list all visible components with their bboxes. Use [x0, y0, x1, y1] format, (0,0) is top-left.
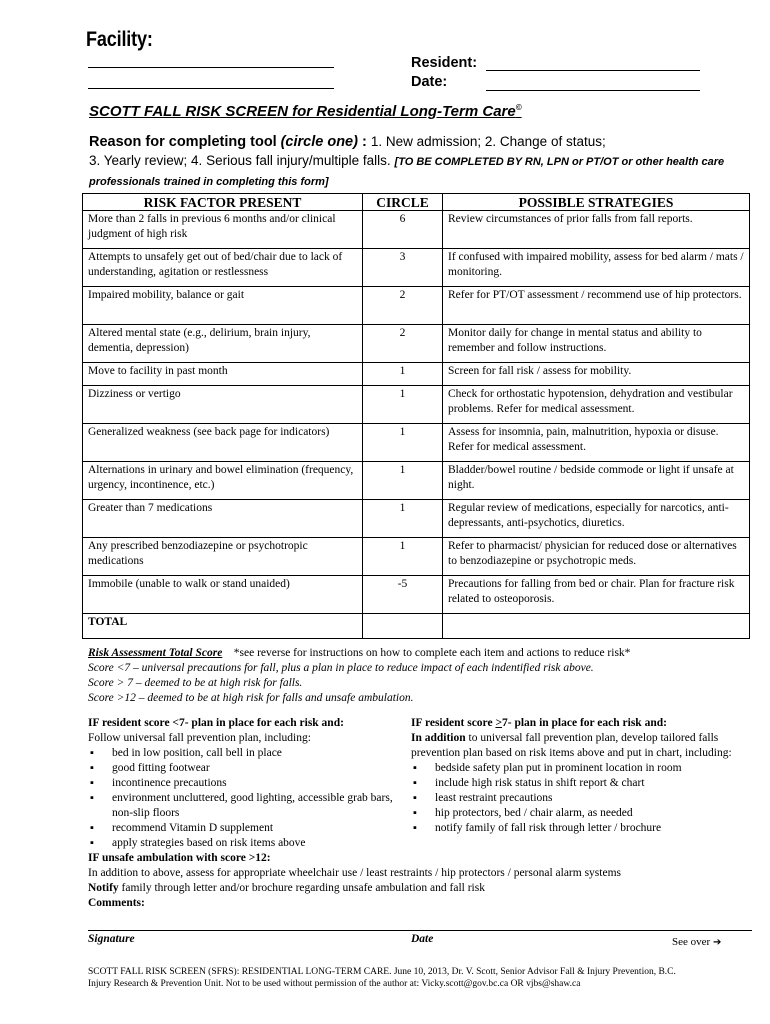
assessment-heading-line — [88, 646, 630, 661]
high-risk-intro — [411, 731, 756, 761]
risk-score[interactable]: 1 — [363, 386, 443, 424]
list-item: ▪ incontinence precautions — [112, 776, 400, 791]
low-risk-list — [88, 746, 400, 851]
risk-strategy: Refer to pharmacist/ physician for reduced dose or alternatives to benzodiazepine or psychotropic meds. — [443, 538, 750, 576]
total-score-cell[interactable] — [363, 614, 443, 639]
risk-factor: Move to facility in past month — [83, 363, 363, 386]
form-title — [89, 103, 522, 120]
see-over-text: See over — [672, 936, 711, 948]
copyright-mark: © — [515, 103, 522, 112]
table-row — [83, 363, 750, 386]
risk-strategy: Refer for PT/OT assessment / recommend use of hip protectors. — [443, 287, 750, 325]
list-item: ▪ good fitting footwear — [112, 761, 400, 776]
notify-bold: Notify — [88, 882, 119, 894]
low-risk-heading: IF resident score <7- plan in place for each risk and: — [88, 717, 344, 729]
risk-score[interactable]: 2 — [363, 325, 443, 363]
table-row — [83, 386, 750, 424]
facility-line-1[interactable] — [88, 67, 334, 68]
risk-factor: Altered mental state (e.g., delirium, brain injury, dementia, depression) — [83, 325, 363, 363]
table-row — [83, 325, 750, 363]
list-item: ▪ bed in low position, call bell in place — [112, 746, 400, 761]
risk-strategy: Assess for insomnia, pain, malnutrition, hypoxia or disuse. Refer for medical assessment. — [443, 424, 750, 462]
risk-strategy: Precautions for falling from bed or chair. Plan for fracture risk related to osteoporosis. — [443, 576, 750, 614]
total-row — [83, 614, 750, 639]
signature-date-label: Date — [411, 933, 434, 945]
risk-strategy: Review circumstances of prior falls from fall reports. — [443, 211, 750, 249]
form-title-text: SCOTT FALL RISK SCREEN for Residential Long-Term Care — [89, 103, 516, 120]
list-item: ▪ apply strategies based on risk items above — [112, 836, 400, 851]
risk-factor: Impaired mobility, balance or gait — [83, 287, 363, 325]
header-circle: CIRCLE — [363, 194, 443, 211]
reason-colon: : — [357, 134, 371, 150]
unsafe-heading: IF unsafe ambulation with score >12: — [88, 852, 271, 864]
facility-line-2[interactable] — [88, 88, 334, 89]
assessment-block — [88, 646, 630, 706]
risk-factor: Immobile (unable to walk or stand unaided) — [83, 576, 363, 614]
risk-factor: Greater than 7 medications — [83, 500, 363, 538]
reason-options-2[interactable]: 3. Yearly review; 4. Serious fall injury/multiple falls. — [89, 153, 391, 168]
comments-field[interactable] — [160, 897, 750, 915]
reason-lead: Reason for completing tool — [89, 134, 277, 150]
high-risk-heading-pre: IF resident score — [411, 717, 496, 729]
comments-label: Comments: — [88, 897, 145, 909]
date-label: Date: — [411, 74, 448, 90]
footer-line-2: Injury Research & Prevention Unit. Not to be used without permission of the author at: Vicky.scott@gov.bc.ca OR vjbs@shaw.ca — [88, 979, 581, 989]
table-row — [83, 500, 750, 538]
score-line: Score <7 – universal precautions for fall, plus a plan in place to reduce impact of each indentified risk above. — [88, 662, 594, 674]
risk-factor: Alternations in urinary and bowel elimination (frequency, urgency, incontinence, etc.) — [83, 462, 363, 500]
header-risk-factor: RISK FACTOR PRESENT — [83, 194, 363, 211]
total-label: TOTAL — [83, 614, 363, 639]
footer — [88, 966, 752, 990]
high-risk-intro-rest: to universal fall prevention plan, develop tailored falls prevention plan based on risk items above and put in chart, including: — [411, 732, 732, 759]
table-header-row — [83, 194, 750, 211]
table-row — [83, 576, 750, 614]
assessment-note: *see reverse for instructions on how to complete each item and actions to reduce risk* — [233, 647, 631, 659]
table-row — [83, 538, 750, 576]
notify-rest: family through letter and/or brochure regarding unsafe ambulation and fall risk — [118, 882, 485, 894]
risk-factor-table — [82, 193, 750, 639]
high-risk-heading — [411, 716, 756, 731]
risk-strategy: Check for orthostatic hypotension, dehydration and vestibular problems. Refer for medical assessment. — [443, 386, 750, 424]
table-row — [83, 249, 750, 287]
high-risk-plan — [411, 716, 756, 836]
header-strategies: POSSIBLE STRATEGIES — [443, 194, 750, 211]
risk-score[interactable]: 2 — [363, 287, 443, 325]
risk-score[interactable]: 1 — [363, 363, 443, 386]
high-risk-intro-bold: In addition — [411, 732, 466, 744]
risk-factor: Dizziness or vertigo — [83, 386, 363, 424]
list-item: ▪ include high risk status in shift report & chart — [435, 776, 756, 791]
risk-score[interactable]: 3 — [363, 249, 443, 287]
signature-line[interactable] — [88, 930, 752, 931]
assessment-heading: Risk Assessment Total Score — [88, 647, 223, 659]
score-line: Score > 7 – deemed to be at high risk for falls. — [88, 677, 303, 689]
notify-line — [88, 881, 752, 896]
high-risk-heading-ge: > — [495, 717, 502, 729]
risk-strategy: Screen for fall risk / assess for mobility. — [443, 363, 750, 386]
table-row — [83, 211, 750, 249]
reason-options-1[interactable]: 1. New admission; 2. Change of status; — [370, 134, 606, 149]
list-item: ▪ recommend Vitamin D supplement — [112, 821, 400, 836]
unsafe-line: In addition to above, assess for appropriate wheelchair use / least restraints / hip protectors / personal alarm systems — [88, 867, 621, 879]
high-risk-list — [411, 761, 756, 836]
risk-factor: Attempts to unsafely get out of bed/chair due to lack of understanding, agitation or restlessness — [83, 249, 363, 287]
date-line[interactable] — [486, 90, 700, 91]
risk-factor: Generalized weakness (see back page for indicators) — [83, 424, 363, 462]
facility-label: Facility: — [86, 28, 153, 51]
risk-score[interactable]: 6 — [363, 211, 443, 249]
table-row — [83, 287, 750, 325]
list-item: ▪ least restraint precautions — [435, 791, 756, 806]
low-risk-intro: Follow universal fall prevention plan, including: — [88, 732, 311, 744]
high-risk-heading-post: 7- plan in place for each risk and: — [502, 717, 667, 729]
list-item: ▪ bedside safety plan put in prominent location in room — [435, 761, 756, 776]
see-over[interactable] — [672, 936, 721, 948]
reason-block — [89, 132, 739, 191]
risk-score[interactable]: 1 — [363, 538, 443, 576]
list-item: ▪ environment uncluttered, good lighting, accessible grab bars, non-slip floors — [112, 791, 400, 821]
risk-factor: Any prescribed benzodiazepine or psychotropic medications — [83, 538, 363, 576]
table-row — [83, 424, 750, 462]
risk-score[interactable]: 1 — [363, 424, 443, 462]
footer-line-1: SCOTT FALL RISK SCREEN (SFRS): RESIDENTIAL LONG-TERM CARE. June 10, 2013, Dr. V. Scott, Senior Advisor Fall & Injury Prevention, B.C. — [88, 967, 676, 977]
list-item: ▪ notify family of fall risk through letter / brochure — [435, 821, 756, 836]
risk-factor: More than 2 falls in previous 6 months and/or clinical judgment of high risk — [83, 211, 363, 249]
risk-score[interactable]: 1 — [363, 462, 443, 500]
reason-note: [TO BE COMPLETED BY RN, LPN or PT/OT or other health care professionals trained in completing this form] — [89, 156, 725, 188]
table-row — [83, 462, 750, 500]
signature-label: Signature — [88, 933, 135, 945]
reason-circle-one: (circle one) — [280, 134, 358, 150]
score-line: Score >12 – deemed to be at high risk for falls and unsafe ambulation. — [88, 692, 414, 704]
risk-strategy: Bladder/bowel routine / bedside commode or light if unsafe at night. — [443, 462, 750, 500]
list-item: ▪ hip protectors, bed / chair alarm, as needed — [435, 806, 756, 821]
resident-line[interactable] — [486, 70, 700, 71]
total-empty-cell — [443, 614, 750, 639]
low-risk-plan — [88, 716, 400, 851]
risk-strategy: If confused with impaired mobility, assess for bed alarm / mats / monitoring. — [443, 249, 750, 287]
risk-strategy: Monitor daily for change in mental status and ability to remember and follow instructions. — [443, 325, 750, 363]
risk-score[interactable]: 1 — [363, 500, 443, 538]
resident-label: Resident: — [411, 55, 478, 71]
arrow-right-icon: ➔ — [712, 937, 722, 948]
risk-strategy: Regular review of medications, especially for narcotics, anti-depressants, anti-psychotics, diuretics. — [443, 500, 750, 538]
risk-score[interactable]: -5 — [363, 576, 443, 614]
